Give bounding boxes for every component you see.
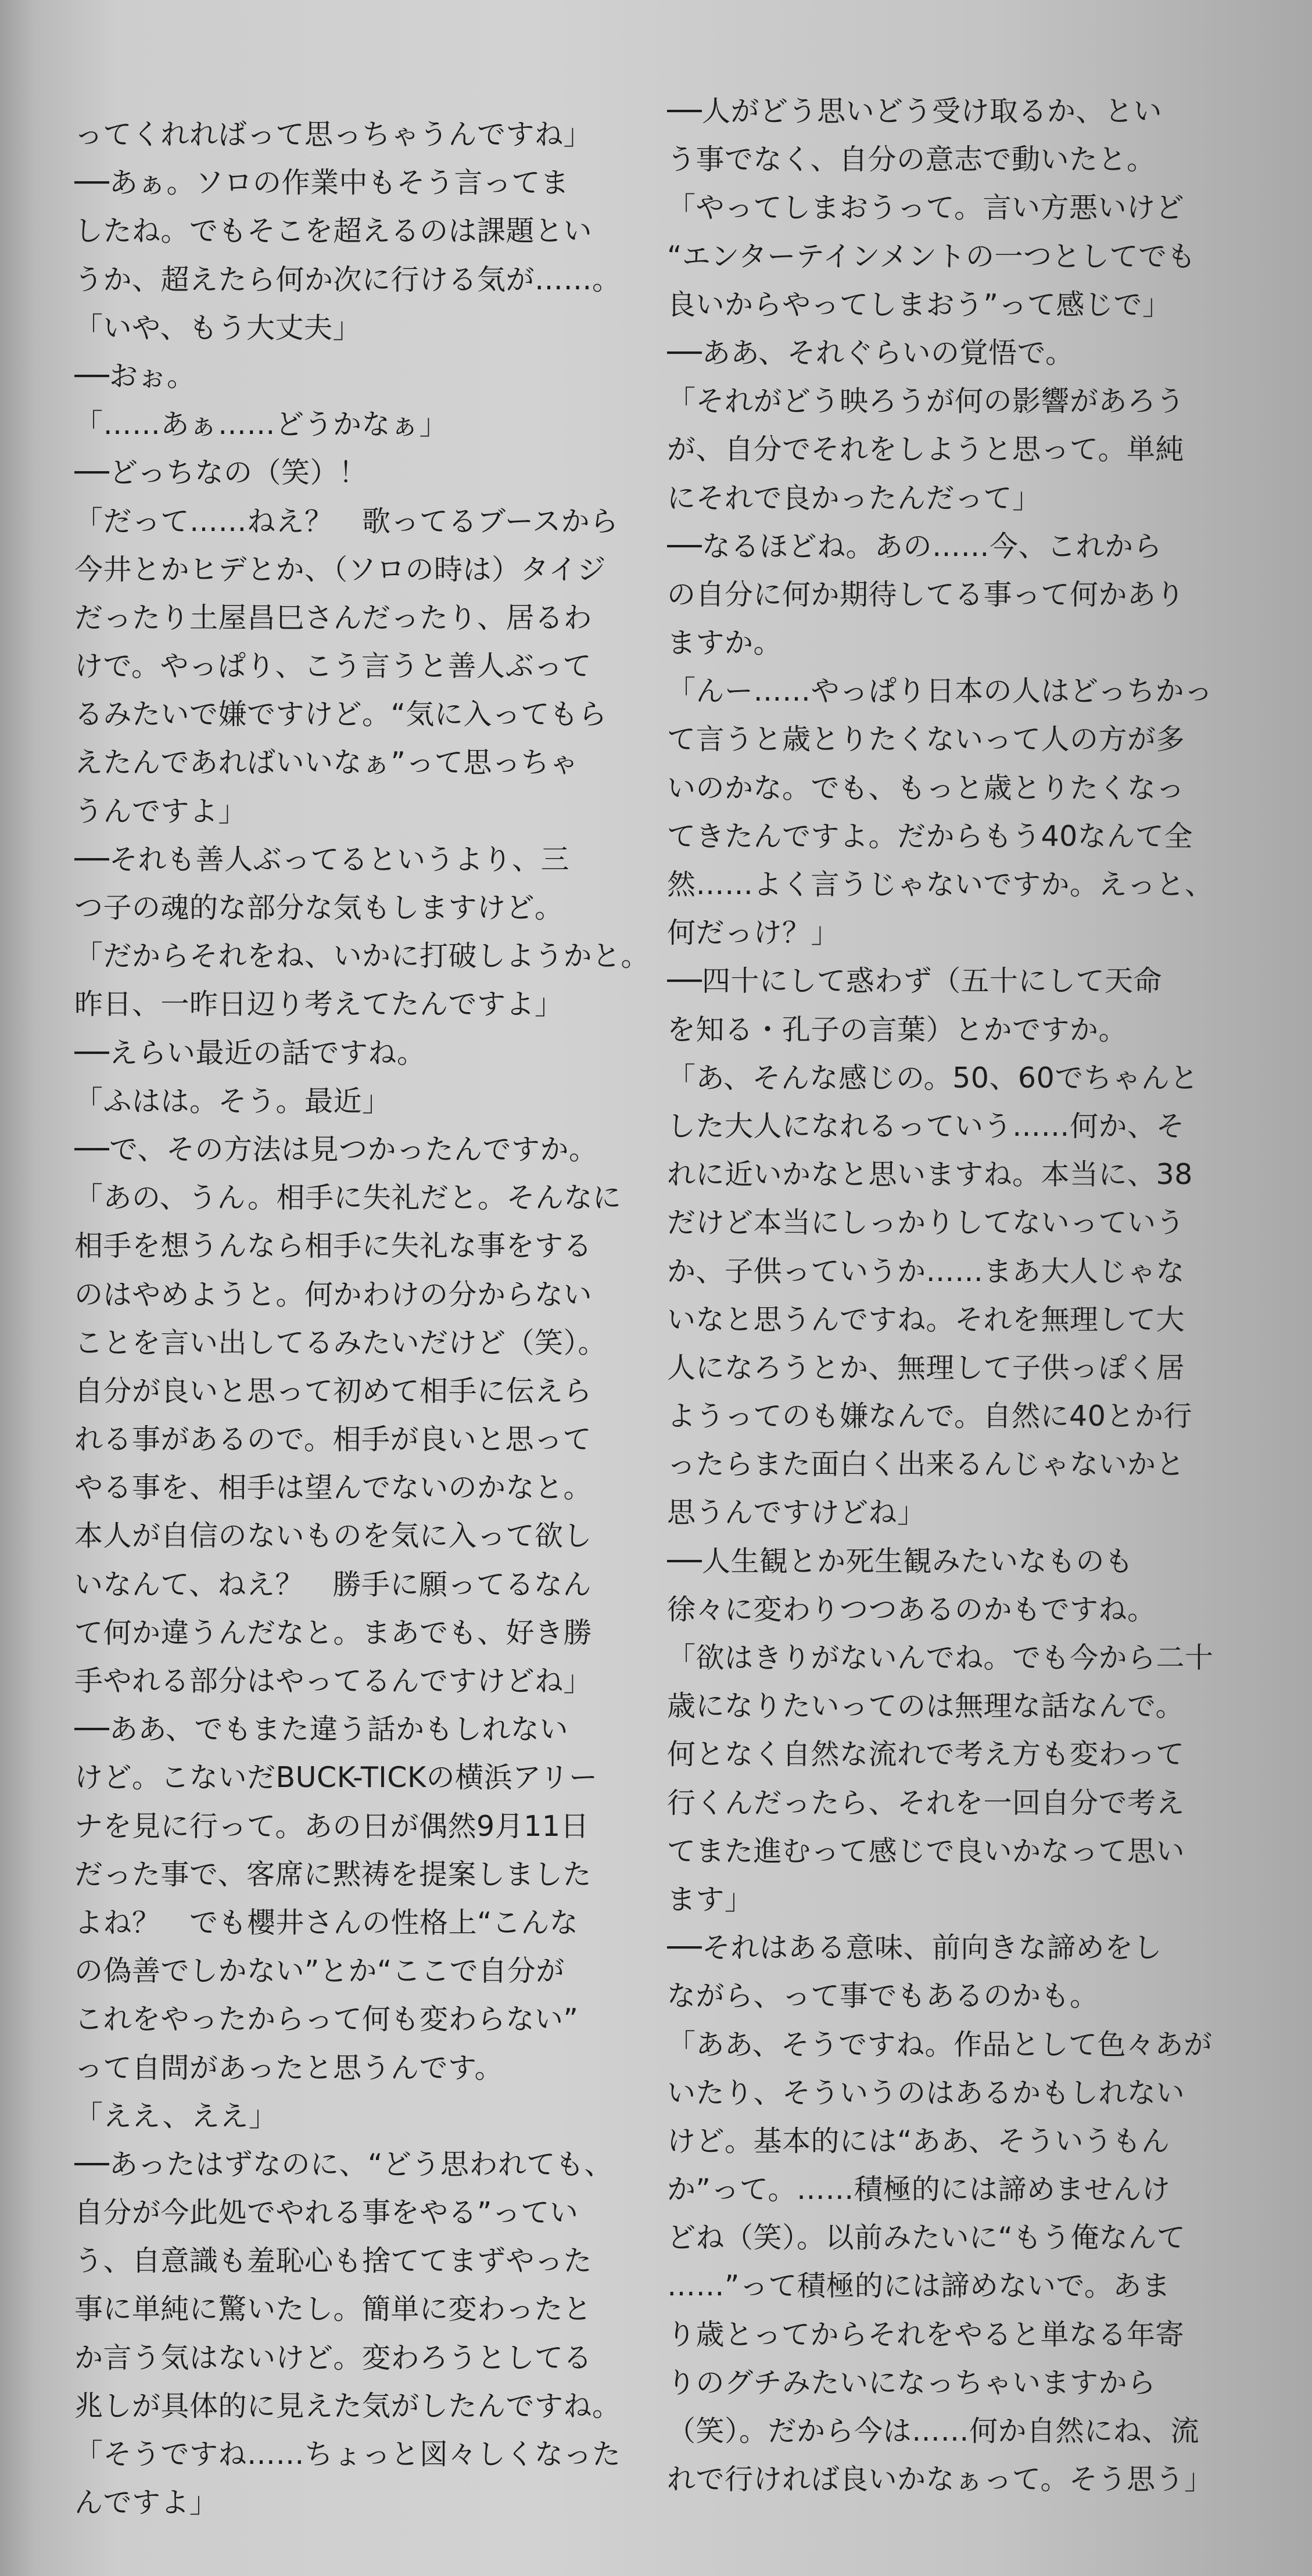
text-line: れで行ければ良いかなぁって。そう思う」 bbox=[667, 2463, 1213, 2496]
text-line: 今井とかヒデとか、（ソロの時は）タイジ bbox=[74, 552, 607, 586]
text-line: り歳とってからそれをやると単なる年寄 bbox=[667, 2317, 1185, 2351]
text-line: れに近いかなと思いますね。本当に、38 bbox=[667, 1158, 1193, 1192]
text-line: 人になろうとか、無理して子供っぽく居 bbox=[667, 1351, 1185, 1384]
text-line: したね。でもそこを超えるのは課題とい bbox=[74, 214, 593, 248]
text-line: を知る・孔子の言葉）とかですか。 bbox=[667, 1013, 1128, 1046]
text-line: 「ええ、ええ」 bbox=[74, 2099, 278, 2133]
text-line: やる事を、相手は望んでないのかなと。 bbox=[74, 1471, 593, 1505]
text-line: うんですよ」 bbox=[74, 794, 248, 828]
text-line: てきたんですよ。だからもう40なんて全 bbox=[667, 819, 1193, 853]
text-line: 「だって……ねえ？ 歌ってるブースから bbox=[74, 504, 619, 538]
text-line: よね？ でも櫻井さんの性格上“こんな bbox=[74, 1906, 579, 1939]
text-line: れる事があるので。相手が良いと思って bbox=[74, 1423, 592, 1456]
text-line: いのかな。でも、もっと歳とりたくなっ bbox=[667, 771, 1185, 805]
text-line: 「そうですね……ちょっと図々しくなった bbox=[74, 2438, 621, 2471]
text-line: ながら、って事でもあるのかも。 bbox=[667, 1979, 1099, 2013]
text-line: の自分に何か期待してる事って何かあり bbox=[667, 577, 1185, 611]
text-line: ことを言い出してるみたいだけど（笑）。 bbox=[74, 1326, 607, 1359]
text-line: ──えらい最近の話ですね。 bbox=[74, 1036, 426, 1070]
text-line: けど。こないだBUCK-TICKの横浜アリー bbox=[74, 1761, 598, 1795]
text-line: 「……あぁ……どうかなぁ」 bbox=[74, 408, 449, 442]
text-line: ──それはある意味、前向きな諦めをし bbox=[667, 1931, 1163, 1965]
text-line: “エンターテインメントの一つとしてでも bbox=[667, 239, 1196, 273]
text-line: う事でなく、自分の意志で動いたと。 bbox=[667, 143, 1156, 177]
text-line: か、子供っていうか……まあ大人じゃな bbox=[667, 1254, 1185, 1288]
text-line: 「あ、そんな感じの。50、60でちゃんと bbox=[667, 1061, 1199, 1095]
text-line: ──ああ、それぐらいの覚悟で。 bbox=[667, 336, 1074, 369]
text-line: 兆しが具体的に見えた気がしたんですね。 bbox=[74, 2389, 621, 2423]
text-line: 「欲はきりがないんでね。でも今から二十 bbox=[667, 1641, 1214, 1674]
text-line: 「んー……やっぱり日本の人はどっちかっ bbox=[667, 675, 1213, 708]
text-line: ナを見に行って。あの日が偶然9月11日 bbox=[74, 1809, 590, 1843]
text-line: 徐々に変わりつつあるのかもですね。 bbox=[667, 1592, 1156, 1626]
text-line: ──なるほどね。あの……今、これから bbox=[667, 529, 1163, 563]
text-line: ──で、その方法は見つかったんですか。 bbox=[74, 1132, 598, 1166]
text-line: ──あったはずなのに、“どう思われても、 bbox=[74, 2147, 613, 2181]
text-line: てまた進むって感じで良いかなって思い bbox=[667, 1834, 1185, 1868]
text-line: るみたいで嫌ですけど。“気に入ってもら bbox=[74, 698, 607, 731]
text-line: 「あの、うん。相手に失礼だと。そんなに bbox=[74, 1181, 622, 1215]
text-line: ──あぁ。ソロの作業中もそう言ってま bbox=[74, 166, 569, 200]
text-line: 「やってしまおうって。言い方悪いけど bbox=[667, 191, 1185, 225]
text-line: 行くんだったら、それを一回自分で考え bbox=[667, 1786, 1185, 1820]
text-line: 思うんですけどね」 bbox=[667, 1496, 926, 1530]
text-line: ますか。 bbox=[667, 626, 783, 660]
text-line: ──どっちなの（笑）！ bbox=[74, 456, 368, 490]
text-line: これをやったからって何も変わらない” bbox=[74, 2003, 579, 2036]
text-line: ようってのも嫌なんで。自然に40とか行 bbox=[667, 1400, 1192, 1433]
text-line: 歳になりたいってのは無理な話なんで。 bbox=[667, 1689, 1185, 1723]
text-line: 自分が良いと思って初めて相手に伝えら bbox=[74, 1374, 593, 1408]
text-line: だったり土屋昌巳さんだったり、居るわ bbox=[74, 601, 593, 634]
text-line: 「ふはは。そう。最近」 bbox=[74, 1084, 391, 1118]
text-line: 事に単純に驚いたし。簡単に変わったと bbox=[74, 2292, 592, 2326]
text-line: 良いからやってしまおう”って感じで」 bbox=[667, 288, 1171, 321]
text-line: にそれで良かったんだって」 bbox=[667, 481, 1041, 515]
text-line: ってくれればって思っちゃうんですね」 bbox=[74, 118, 593, 151]
text-line: 「ああ、そうですね。作品として色々あが bbox=[667, 2028, 1213, 2061]
text-line: ──四十にして惑わず（五十にして天命 bbox=[667, 964, 1163, 998]
text-line: の偽善でしかない”とか“ここで自分が bbox=[74, 1954, 565, 1988]
text-line: いなんて、ねえ？ 勝手に願ってるなん bbox=[74, 1567, 592, 1601]
right-text-column bbox=[667, 87, 1260, 2503]
text-line: 手やれる部分はやってるんですけどね」 bbox=[74, 1664, 593, 1698]
text-line: って自問があったと思うんです。 bbox=[74, 2051, 504, 2085]
text-line: けど。基本的には“ああ、そういうもん bbox=[667, 2124, 1170, 2158]
text-line: した大人になれるっていう……何か、そ bbox=[667, 1109, 1185, 1143]
text-line: いたり、そういうのはあるかもしれない bbox=[667, 2076, 1185, 2109]
text-line: うか、超えたら何か次に行ける気が……。 bbox=[74, 263, 621, 296]
text-line: だけど本当にしっかりしてないっていう bbox=[667, 1206, 1185, 1240]
text-line: ──それも善人ぶってるというより、三 bbox=[74, 842, 570, 876]
text-line: りのグチみたいになっちゃいますから bbox=[667, 2366, 1156, 2399]
text-line: ──人生観とか死生観みたいなものも bbox=[667, 1544, 1134, 1578]
text-line: 「だからそれをね、いかに打破しようかと。 bbox=[74, 939, 650, 973]
text-line: か”って。……積極的には諦めませんけ bbox=[667, 2173, 1171, 2207]
text-line: んですよ」 bbox=[74, 2486, 218, 2520]
text-line: 自分が今此処でやれる事をやる”ってい bbox=[74, 2196, 579, 2230]
text-line: つ子の魂的な部分な気もしますけど。 bbox=[74, 891, 564, 924]
text-line: 「いや、もう大丈夫」 bbox=[74, 311, 362, 345]
text-line: いなと思うんですね。それを無理して大 bbox=[667, 1303, 1185, 1336]
text-line: 何だっけ？」 bbox=[667, 916, 840, 950]
left-text-column bbox=[74, 110, 661, 2527]
text-line: ます」 bbox=[667, 1882, 754, 1916]
text-line: ──ああ、でもまた違う話かもしれない bbox=[74, 1713, 569, 1746]
text-line: が、自分でそれをしようと思って。単純 bbox=[667, 433, 1185, 467]
text-line: 何となく自然な流れで考え方も変わって bbox=[667, 1738, 1185, 1771]
text-line: どね（笑）。以前みたいに“もう俺なんて bbox=[667, 2221, 1186, 2255]
text-line: ……”って積極的には諦めないで。あま bbox=[667, 2269, 1171, 2303]
text-line: ──人がどう思いどう受け取るか、とい bbox=[667, 95, 1163, 128]
text-line: 然……よく言うじゃないですか。えっと、 bbox=[667, 868, 1214, 901]
text-line: けで。やっぱり、こう言うと善人ぶって bbox=[74, 650, 592, 683]
text-line: 本人が自信のないものを気に入って欲し bbox=[74, 1519, 593, 1553]
text-line: ったらまた面白く出来るんじゃないかと bbox=[667, 1448, 1185, 1481]
text-line: う、自意識も羞恥心も捨ててまずやった bbox=[74, 2244, 593, 2278]
text-line: て言うと歳とりたくないって人の方が多 bbox=[667, 723, 1185, 756]
text-line: 昨日、一昨日辺り考えてたんですよ」 bbox=[74, 988, 564, 1021]
text-line: （笑）。だから今は……何か自然にね、流 bbox=[667, 2414, 1200, 2448]
text-line: だった事で、客席に黙祷を提案しました bbox=[74, 1857, 592, 1891]
text-line: か言う気はないけど。変わろうとしてる bbox=[74, 2341, 593, 2374]
text-line: えたんであればいいなぁ”って思っちゃ bbox=[74, 746, 579, 780]
text-line: ──おぉ。 bbox=[74, 359, 196, 393]
text-line: て何か違うんだなと。まあでも、好き勝 bbox=[74, 1616, 593, 1649]
text-line: 「それがどう映ろうが何の影響があろう bbox=[667, 385, 1185, 418]
text-line: のはやめようと。何かわけの分からない bbox=[74, 1278, 593, 1311]
text-line: 相手を想うんなら相手に失礼な事をする bbox=[74, 1229, 593, 1263]
